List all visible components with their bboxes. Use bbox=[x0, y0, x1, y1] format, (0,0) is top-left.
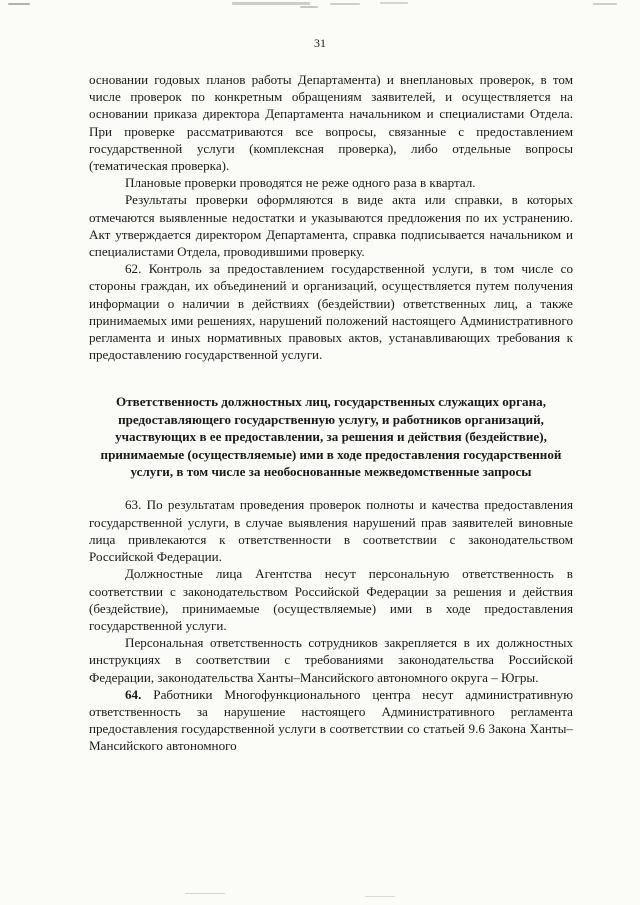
paragraph-personal-responsibility: Персональная ответственность сотрудников закрепляется в их должностных инструкциях в соответствии с требованиями законодательства Российской Федерации, законодательства Ханты–Мансийского автономного округа – Югры. bbox=[89, 635, 573, 685]
paragraph-item-63: 63. По результатам проведения проверок полноты и качества предоставления государственной услуги, в случае выявления нарушений прав заявителей виновные лица привлекаются к ответственности в соответствии с законодательством Российской Федерации. bbox=[89, 497, 573, 565]
paragraph-inspection-basis: основании годовых планов работы Департамента) и внеплановых проверок, в том числе проверок по конкретным обращениям заявителей, и осуществляется на основании приказа директора Департамента начальником и специалистами Отдела. При проверке рассматриваются все вопросы, связанные с предоставлением государственной услуги (комплексная проверка), либо отдельные вопросы (тематическая проверка). bbox=[89, 72, 573, 174]
paragraph-inspection-results: Результаты проверки оформляются в виде акта или справки, в которых отмечаются выявленные недостатки и указываются предложения по их устранению. Акт утверждается директором Департамента, справка подписывается начальником и специалистами Отдела, проводившими проверку. bbox=[89, 192, 573, 260]
scan-artifact bbox=[593, 3, 617, 5]
item-64-text: Работники Многофункционального центра несут административную ответственность за нарушение настоящего Административного регламента предоставления государственной услуги в соответствии со статьей 9.6 Закона Ханты–Мансийского автономного bbox=[89, 686, 573, 754]
paragraph-officials-responsibility: Должностные лица Агентства несут персональную ответственность в соответствии с законодательством Российской Федерации за решения и действия (бездействие), принимаемые (осуществляемые) ими в ходе предоставления государственной услуги. bbox=[89, 566, 573, 633]
scan-artifact bbox=[330, 3, 360, 5]
paragraph-item-62: 62. Контроль за предоставлением государственной услуги, в том числе со стороны граждан, их объединений и организаций, осуществляется путем получения информации о наличии в действиях (бездействии) ответственных лиц, а также принимаемых ими решениях, нарушений положений настоящего Административного регламента и иных нормативных правовых актов, устанавливающих требования к предоставлению государственной услуги. bbox=[89, 261, 573, 363]
scan-artifact bbox=[232, 2, 310, 5]
scan-artifact bbox=[8, 3, 30, 5]
scan-artifact bbox=[300, 6, 318, 8]
section-heading: Ответственность должностных лиц, государственных служащих органа, предоставляющего государственную услугу, и работников организаций, участвующих в ее предоставлении, за решения и действия (бездействие), принимаемые (осуществляемые) ими в ходе предоставления государственной услуги, в том числе за необоснованные межведомственные запросы bbox=[100, 394, 562, 480]
scan-artifact bbox=[380, 2, 408, 4]
document-body bbox=[89, 71, 573, 755]
scan-artifact bbox=[365, 896, 395, 897]
item-64-number: 64. bbox=[125, 686, 142, 702]
scan-artifact bbox=[185, 893, 225, 894]
paragraph-item-64 bbox=[89, 686, 573, 755]
paragraph-planned-frequency: Плановые проверки проводятся не реже одного раза в квартал. bbox=[125, 175, 476, 191]
page-number: 31 bbox=[314, 36, 326, 50]
